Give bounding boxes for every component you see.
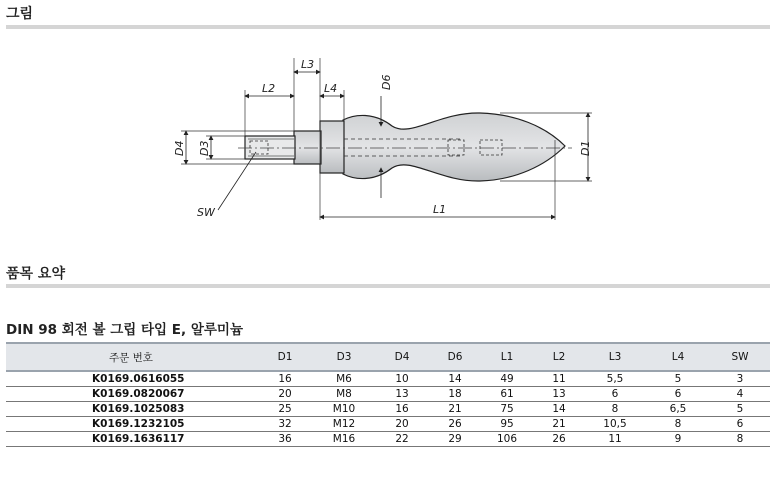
label-L3: L3 [301,58,315,71]
order-number[interactable]: K0169.0820067 [6,386,256,401]
col-header-l4: L4 [646,343,710,371]
cell: 20 [374,416,430,431]
section-divider [6,284,770,288]
col-header-l1: L1 [480,343,534,371]
cell: 9 [646,431,710,446]
cell: 8 [710,431,770,446]
cell: 25 [256,401,314,416]
table-header-row [6,343,770,371]
order-number[interactable]: K0169.1636117 [6,431,256,446]
summary-section-heading: 품목 요약 [6,266,65,282]
col-header-sw: SW [710,343,770,371]
table-row [6,371,770,386]
cell: 95 [480,416,534,431]
cell: 49 [480,371,534,386]
table-row [6,401,770,416]
label-D4: D4 [173,140,186,156]
label-L2: L2 [262,82,276,95]
label-D6: D6 [380,74,393,90]
cell: 5 [646,371,710,386]
cell: 8 [584,401,646,416]
label-L4: L4 [324,82,338,95]
cell: 5,5 [584,371,646,386]
cell: 6 [710,416,770,431]
grip-body [343,113,565,181]
cell: 11 [534,371,584,386]
cell: 4 [710,386,770,401]
table-row [6,431,770,446]
cell: 29 [430,431,480,446]
spec-table [6,342,770,447]
cell: 14 [534,401,584,416]
col-header-d4: D4 [374,343,430,371]
col-header-d6: D6 [430,343,480,371]
label-SW: SW [197,206,215,219]
cell: 10 [374,371,430,386]
col-header-order-no: 주문 번호 [6,343,256,371]
cell: 13 [534,386,584,401]
cell: 61 [480,386,534,401]
cell: 21 [430,401,480,416]
cell: 6 [584,386,646,401]
col-header-l3: L3 [584,343,646,371]
cell: 36 [256,431,314,446]
cell: M6 [314,371,374,386]
cell: M16 [314,431,374,446]
cell: 26 [430,416,480,431]
cell: 6 [646,386,710,401]
cell: 16 [256,371,314,386]
order-number[interactable]: K0169.1232105 [6,416,256,431]
cell: 18 [430,386,480,401]
drawing-section-heading: 그림 [6,6,34,22]
cell: 10,5 [584,416,646,431]
cell: 106 [480,431,534,446]
cell: 5 [710,401,770,416]
cell: 13 [374,386,430,401]
order-number[interactable]: K0169.0616055 [6,371,256,386]
cell: M10 [314,401,374,416]
grip-collar [294,131,321,164]
cell: 14 [430,371,480,386]
order-number[interactable]: K0169.1025083 [6,401,256,416]
cell: 8 [646,416,710,431]
technical-drawing [0,40,780,255]
cell: 21 [534,416,584,431]
cell: 26 [534,431,584,446]
col-header-d1: D1 [256,343,314,371]
label-D1: D1 [579,140,592,156]
cell: 6,5 [646,401,710,416]
table-row [6,416,770,431]
grip-thread [245,136,295,159]
cell: 11 [584,431,646,446]
section-divider [6,25,770,29]
table-row [6,386,770,401]
cell: 16 [374,401,430,416]
cell: 3 [710,371,770,386]
label-L1: L1 [433,203,447,216]
grip-hub [320,121,344,173]
cell: M8 [314,386,374,401]
col-header-d3: D3 [314,343,374,371]
cell: M12 [314,416,374,431]
col-header-l2: L2 [534,343,584,371]
cell: 22 [374,431,430,446]
cell: 75 [480,401,534,416]
product-title: DIN 98 회전 볼 그립 타입 E, 알루미늄 [6,322,244,338]
label-D3: D3 [198,140,211,156]
cell: 20 [256,386,314,401]
cell: 32 [256,416,314,431]
